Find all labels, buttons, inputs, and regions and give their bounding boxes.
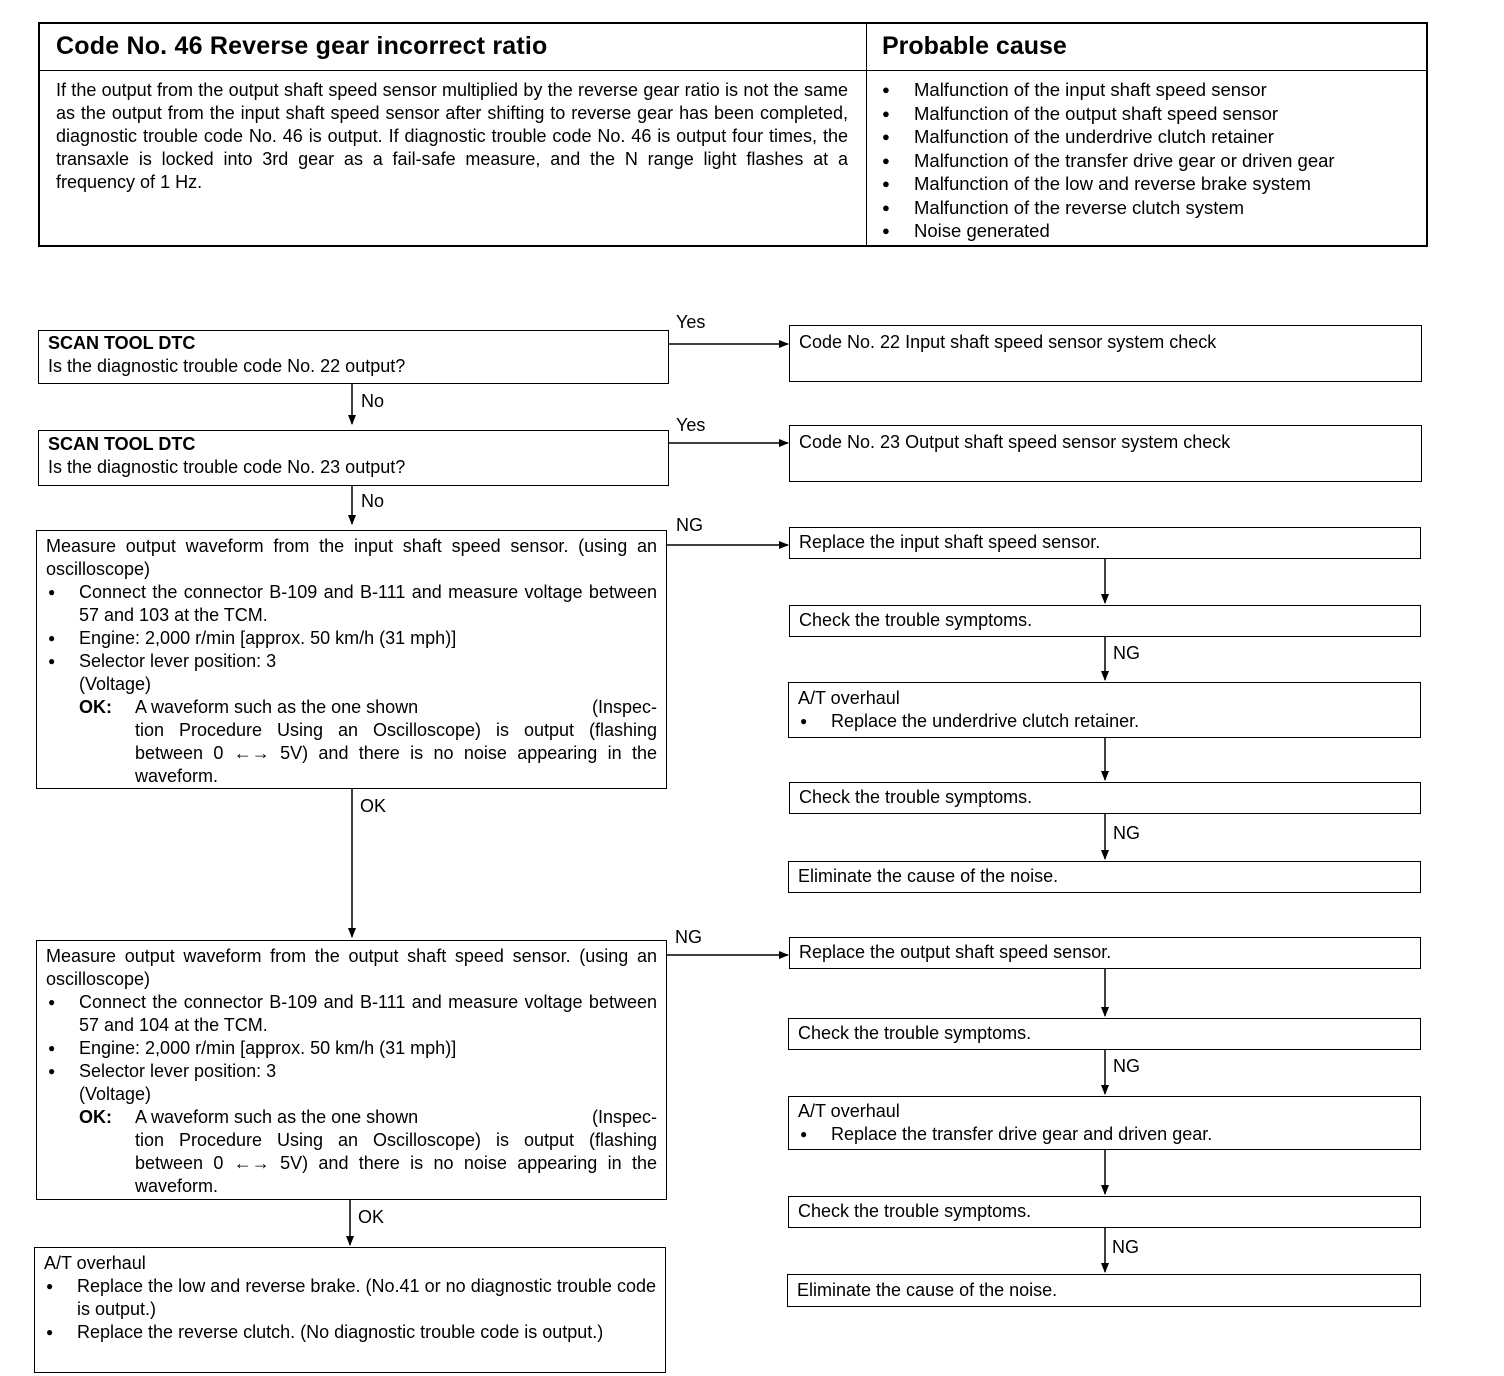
yes-label: Yes	[676, 312, 706, 332]
at-overhaul-box	[788, 682, 1421, 738]
no-label: No	[361, 391, 385, 411]
step3-ok-criteria	[46, 696, 657, 788]
step3-voltage: (Voltage)	[79, 674, 152, 694]
step2-title: SCAN TOOL DTC	[48, 434, 196, 454]
step4-intro: Measure output waveform from the output shaft speed sensor. (using an oscilloscope)	[46, 946, 657, 989]
step4-ok-first-line	[135, 1106, 657, 1129]
check-symptoms-box	[789, 605, 1421, 637]
step2-question: Is the diagnostic trouble code No. 23 output?	[48, 457, 406, 477]
step4-ok-criteria	[46, 1106, 657, 1198]
ng-label: NG	[675, 927, 702, 947]
step3-bullet: ● Selector lever position: 3	[46, 650, 657, 673]
step1-question: Is the diagnostic trouble code No. 22 output?	[48, 356, 406, 376]
at-overhaul-box	[788, 1096, 1421, 1150]
ng-label: NG	[676, 515, 703, 535]
r7-text: Eliminate the cause of the noise.	[798, 866, 1059, 886]
probable-cause-title: Probable cause	[882, 32, 1067, 60]
check-symptoms-box	[788, 1018, 1421, 1050]
replace-output-sensor-box	[789, 937, 1421, 969]
cause-item: ● Noise generated	[878, 219, 1418, 243]
output-shaft-waveform-box	[36, 940, 667, 1200]
final-bullet: ● Replace the low and reverse brake. (No.41 or no diagnostic trouble code is output.)	[44, 1275, 656, 1321]
step4-bullet: ● Selector lever position: 3	[46, 1060, 657, 1083]
step3-bullet: ● Connect the connector B-109 and B-111 and measure voltage between 57 and 103 at the TCM.	[46, 581, 657, 627]
ok-label: OK:	[79, 1107, 112, 1127]
cause-item: ● Malfunction of the output shaft speed sensor	[878, 102, 1418, 126]
r5-bullets	[798, 710, 1411, 733]
code-22-check-box	[789, 325, 1422, 382]
replace-input-sensor-box	[789, 527, 1421, 559]
final-title: A/T overhaul	[44, 1253, 146, 1273]
code-description: If the output from the output shaft speed sensor multiplied by the reverse gear ratio is not the same as the output from the input shaft speed sensor after shifting to reverse gear has been completed, diagnostic trouble code No. 46 is output. If diagnostic trouble code No. 46 is output four times, the transaxle is locked into 3rd gear as a fail-safe measure, and the N range light flashes at a frequency of 1 Hz.	[56, 80, 848, 192]
ok-text: A waveform such as the one shown	[135, 697, 419, 717]
ng-label: NG	[1112, 1237, 1139, 1257]
ng-label: NG	[1113, 823, 1140, 843]
ng-label: NG	[1113, 643, 1140, 663]
cause-item: ● Malfunction of the underdrive clutch retainer	[878, 125, 1418, 149]
step1-title: SCAN TOOL DTC	[48, 333, 196, 353]
code-title: Code No. 46 Reverse gear incorrect ratio	[56, 32, 548, 60]
r6-text: Check the trouble symptoms.	[799, 787, 1033, 807]
r1-text: Code No. 22 Input shaft speed sensor system check	[799, 332, 1217, 352]
step3-ok-first-line	[135, 696, 657, 719]
scan-tool-dtc-22-box	[38, 330, 669, 384]
step3-bullet: ● Engine: 2,000 r/min [approx. 50 km/h (31 mph)]	[46, 627, 657, 650]
ok-text: tion Procedure Using an Oscilloscope) is output (flashing between 0 ←→ 5V) and there is no noise appearing in the waveform.	[135, 1130, 657, 1196]
r11-text: Check the trouble symptoms.	[798, 1201, 1032, 1221]
r10-title: A/T overhaul	[798, 1101, 900, 1121]
code-23-check-box	[789, 425, 1422, 482]
eliminate-noise-box	[788, 861, 1421, 893]
final-bullets	[44, 1275, 656, 1344]
step4-voltage: (Voltage)	[79, 1084, 152, 1104]
ok-text: tion Procedure Using an Oscilloscope) is output (flashing between 0 ←→ 5V) and there is no noise appearing in the waveform.	[135, 720, 657, 786]
r4-text: Check the trouble symptoms.	[799, 610, 1033, 630]
check-symptoms-box	[789, 782, 1421, 814]
r2-text: Code No. 23 Output shaft speed sensor system check	[799, 432, 1231, 452]
ok-label: OK:	[79, 697, 112, 717]
cause-item: ● Malfunction of the reverse clutch system	[878, 196, 1418, 220]
cause-item: ● Malfunction of the input shaft speed sensor	[878, 78, 1418, 102]
ng-label: NG	[1113, 1056, 1140, 1076]
at-overhaul-final-box	[34, 1247, 666, 1373]
step3-intro: Measure output waveform from the input shaft speed sensor. (using an oscilloscope)	[46, 536, 657, 579]
step3-bullets	[46, 581, 657, 673]
cause-item: ● Malfunction of the low and reverse brake system	[878, 172, 1418, 196]
ok-text: (Inspec-	[591, 697, 657, 717]
eliminate-noise-box	[787, 1274, 1421, 1307]
ok-text: (Inspec-	[591, 1107, 657, 1127]
r10-bullet: ● Replace the transfer drive gear and driven gear.	[798, 1123, 1411, 1146]
r3-text: Replace the input shaft speed sensor.	[799, 532, 1101, 552]
ok-label: OK	[358, 1207, 385, 1227]
step4-bullet: ● Engine: 2,000 r/min [approx. 50 km/h (31 mph)]	[46, 1037, 657, 1060]
scan-tool-dtc-23-box	[38, 430, 669, 486]
r8-text: Replace the output shaft speed sensor.	[799, 942, 1112, 962]
step4-bullet: ● Connect the connector B-109 and B-111 and measure voltage between 57 and 104 at the TCM.	[46, 991, 657, 1037]
ok-label: OK	[360, 796, 387, 816]
check-symptoms-box	[788, 1196, 1421, 1228]
cause-item: ● Malfunction of the transfer drive gear or driven gear	[878, 149, 1418, 173]
no-label: No	[361, 491, 385, 511]
ok-text: A waveform such as the one shown	[135, 1107, 419, 1127]
r5-bullet: ● Replace the underdrive clutch retainer.	[798, 710, 1411, 733]
r10-bullets	[798, 1123, 1411, 1146]
input-shaft-waveform-box	[36, 530, 667, 789]
r9-text: Check the trouble symptoms.	[798, 1023, 1032, 1043]
yes-label: Yes	[676, 415, 706, 435]
r12-text: Eliminate the cause of the noise.	[797, 1280, 1058, 1300]
final-bullet: ● Replace the reverse clutch. (No diagnostic trouble code is output.)	[44, 1321, 656, 1344]
r5-title: A/T overhaul	[798, 688, 900, 708]
step4-bullets	[46, 991, 657, 1083]
